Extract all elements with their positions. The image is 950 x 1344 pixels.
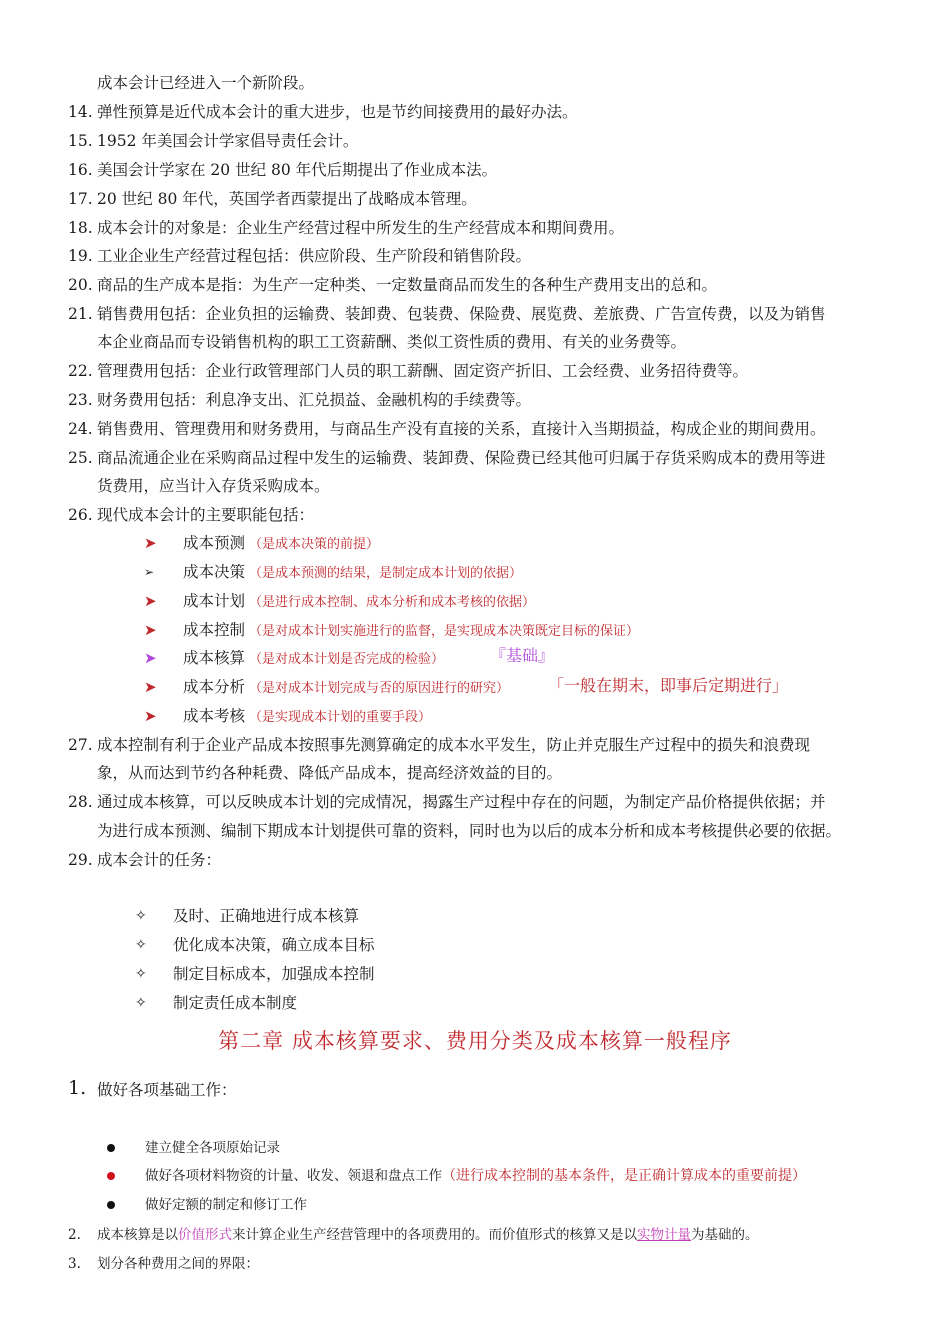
- bullet-dot-icon: [107, 1144, 115, 1152]
- item-number: 26.: [68, 506, 93, 524]
- function-name: 成本分析: [183, 678, 246, 696]
- function-note: （是成本预测的结果，是制定成本计划的依据）: [249, 566, 523, 581]
- highlight-value-form: 价值形式: [178, 1227, 232, 1243]
- ch2-bullet-text: 做好各项材料物资的计量、收发、领退和盘点工作: [145, 1168, 442, 1184]
- ch2-bullet-text: 做好定额的制定和修订工作: [145, 1197, 307, 1213]
- arrow-bullet-icon: ➤: [144, 621, 157, 639]
- item-number: 24.: [68, 420, 93, 438]
- function-name: 成本核算: [183, 649, 246, 667]
- function-name: 成本计划: [183, 592, 246, 610]
- text-segment: 为基础的。: [691, 1227, 759, 1243]
- item-number: 21.: [68, 305, 93, 323]
- function-item: [183, 706, 431, 728]
- function-name: 成本预测: [183, 534, 246, 552]
- task-item: 制定目标成本，加强成本控制: [173, 965, 375, 983]
- function-item: [183, 620, 639, 642]
- text-segment: 来计算企业生产经营管理中的各项费用的。而价值形式的核算又是以: [232, 1227, 637, 1243]
- item-text-continued: 为进行成本预测、编制下期成本计划提供可靠的资料，同时也为以后的成本分析和成本考核提供必要的依据。: [97, 822, 842, 840]
- function-name: 成本决策: [183, 563, 246, 581]
- item-text: 商品的生产成本是指：为生产一定种类、一定数量商品而发生的各种生产费用支出的总和。: [97, 276, 718, 294]
- item-number: 19.: [68, 247, 93, 265]
- arrow-bullet-icon: ➤: [144, 707, 157, 725]
- arrow-bullet-icon: ➢: [144, 565, 155, 579]
- arrow-bullet-icon: ➤: [144, 592, 157, 610]
- task-item: 制定责任成本制度: [173, 994, 298, 1012]
- ch2-item3-text: 划分各种费用之间的界限：: [97, 1256, 259, 1272]
- item-number: 18.: [68, 219, 93, 237]
- item-text-continued: 本企业商品而专设销售机构的职工工资薪酬、类似工资性质的费用、有关的业务费等。: [97, 333, 687, 351]
- arrow-bullet-icon: ➤: [144, 649, 157, 667]
- diamond-bullet-icon: ✧: [135, 966, 147, 982]
- task-item: 及时、正确地进行成本核算: [173, 907, 360, 925]
- ch2-item-text: 做好各项基础工作：: [97, 1081, 237, 1099]
- ch2-item-number: 1.: [68, 1077, 87, 1099]
- item-number: 14.: [68, 103, 93, 121]
- diamond-bullet-icon: ✧: [135, 995, 147, 1011]
- item-text: 现代成本会计的主要职能包括：: [97, 506, 315, 524]
- function-note: （是实现成本计划的重要手段）: [249, 710, 432, 725]
- arrow-bullet-icon: ➤: [144, 678, 157, 696]
- arrow-bullet-icon: ➤: [144, 534, 157, 552]
- item-number: 22.: [68, 362, 93, 380]
- ch2-bullet-item: [145, 1166, 806, 1186]
- function-name: 成本控制: [183, 621, 246, 639]
- item-number: 25.: [68, 449, 93, 467]
- function-item: [183, 677, 509, 699]
- task-item: 优化成本决策，确立成本目标: [173, 936, 375, 954]
- item-text-continued: 象，从而达到节约各种耗费、降低产品成本，提高经济效益的目的。: [97, 764, 563, 782]
- highlight-physical-measure: 实物计量: [637, 1227, 691, 1243]
- intro-line: 成本会计已经进入一个新阶段。: [97, 74, 315, 92]
- item-number: 27.: [68, 736, 93, 754]
- item-number: 29.: [68, 851, 93, 869]
- item-text: 弹性预算是近代成本会计的重大进步，也是节约间接费用的最好办法。: [97, 103, 578, 121]
- item-text: 销售费用、管理费用和财务费用，与商品生产没有直接的关系，直接计入当期损益，构成企业的期间费用。: [97, 420, 826, 438]
- period-tag: 「一般在期末，即事后定期进行」: [548, 676, 789, 695]
- function-item: [183, 648, 444, 670]
- basis-tag: 『基础』: [490, 646, 555, 665]
- item-text: 1952 年美国会计学家倡导责任会计。: [97, 132, 359, 150]
- item-text: 美国会计学家在 20 世纪 80 年代后期提出了作业成本法。: [97, 161, 498, 179]
- bullet-dot-icon: [107, 1172, 115, 1180]
- function-note: （是对成本计划实施进行的监督，是实现成本决策既定目标的保证）: [249, 624, 640, 639]
- ch2-item-number: 3.: [68, 1256, 81, 1272]
- item-text: 财务费用包括：利息净支出、汇兑损益、金融机构的手续费等。: [97, 391, 532, 409]
- ch2-bullet-note: （进行成本控制的基本条件，是正确计算成本的重要前提）: [442, 1168, 806, 1184]
- function-item: [183, 562, 522, 584]
- item-number: 20.: [68, 276, 93, 294]
- bullet-dot-icon: [107, 1201, 115, 1209]
- ch2-bullet-text: 建立健全各项原始记录: [145, 1140, 280, 1156]
- item-text: 成本控制有利于企业产品成本按照事先测算确定的成本水平发生，防止并克服生产过程中的损失和浪费现: [97, 736, 811, 754]
- item-number: 16.: [68, 161, 93, 179]
- item-number: 17.: [68, 190, 93, 208]
- chapter-title: 第二章 成本核算要求、费用分类及成本核算一般程序: [218, 1029, 732, 1053]
- function-note: （是对成本计划是否完成的检验）: [249, 652, 445, 667]
- item-text: 成本会计的对象是：企业生产经营过程中所发生的生产经营成本和期间费用。: [97, 219, 625, 237]
- diamond-bullet-icon: ✧: [135, 908, 147, 924]
- item-text: 管理费用包括：企业行政管理部门人员的职工薪酬、固定资产折旧、工会经费、业务招待费等。: [97, 362, 749, 380]
- item-text: 通过成本核算，可以反映成本计划的完成情况，揭露生产过程中存在的问题，为制定产品价格提供依据；并: [97, 793, 826, 811]
- diamond-bullet-icon: ✧: [135, 937, 147, 953]
- function-note: （是对成本计划完成与否的原因进行的研究）: [249, 681, 510, 696]
- function-note: （是进行成本控制、成本分析和成本考核的依据）: [249, 595, 536, 610]
- text-segment: 成本核算是以: [97, 1227, 178, 1243]
- item-text: 成本会计的任务：: [97, 851, 222, 869]
- item-text: 工业企业生产经营过程包括：供应阶段、生产阶段和销售阶段。: [97, 247, 532, 265]
- function-note: （是成本决策的前提）: [249, 537, 380, 552]
- item-text: 商品流通企业在采购商品过程中发生的运输费、装卸费、保险费已经其他可归属于存货采购成本的费用等进: [97, 449, 826, 467]
- item-number: 15.: [68, 132, 93, 150]
- item-number: 28.: [68, 793, 93, 811]
- ch2-item2-text: [97, 1225, 759, 1245]
- item-text-continued: 货费用，应当计入存货采购成本。: [97, 477, 330, 495]
- ch2-item-number: 2.: [68, 1227, 81, 1243]
- function-item: [183, 533, 379, 555]
- item-text: 销售费用包括：企业负担的运输费、装卸费、包装费、保险费、展览费、差旅费、广告宣传费，以及为销售: [97, 305, 826, 323]
- item-text: 20 世纪 80 年代，英国学者西蒙提出了战略成本管理。: [97, 190, 477, 208]
- item-number: 23.: [68, 391, 93, 409]
- function-item: [183, 591, 535, 613]
- function-name: 成本考核: [183, 707, 246, 725]
